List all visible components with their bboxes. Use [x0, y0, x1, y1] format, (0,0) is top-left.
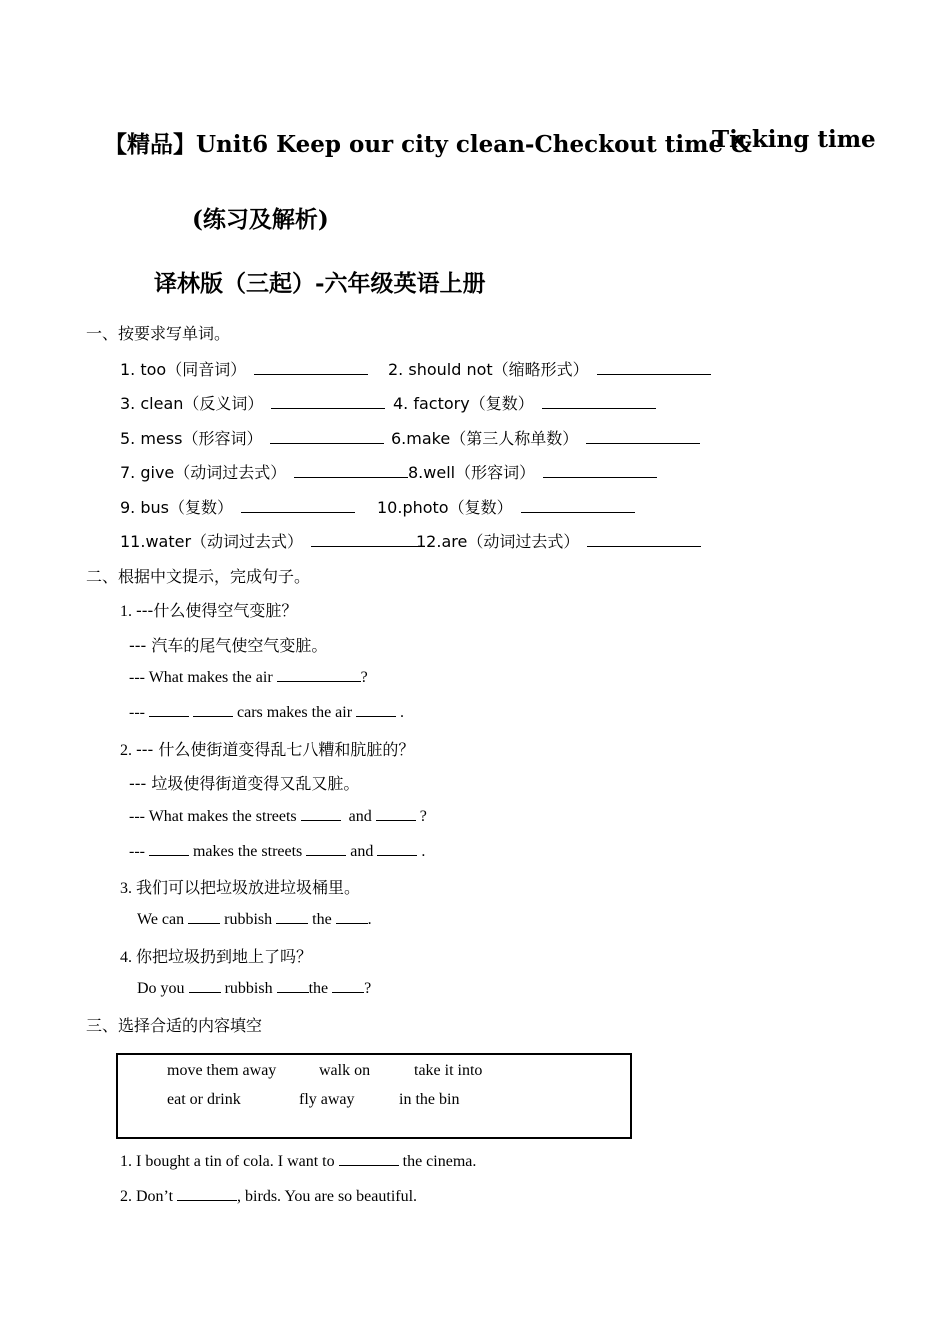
doc-subtitle: 译林版（三起）-六年级英语上册	[154, 270, 486, 297]
answer-blank[interactable]	[149, 702, 189, 717]
answer-blank[interactable]	[376, 806, 416, 821]
s2-q3-cn: 3. 我们可以把垃圾放进垃圾桶里。	[120, 878, 361, 897]
word-bank-option: eat or drink	[167, 1091, 241, 1108]
s1-item-11: 11.water（动词过去式）	[120, 529, 425, 552]
section1-heading: 一、按要求写单词。	[86, 324, 231, 343]
answer-blank[interactable]	[377, 841, 417, 856]
s1-item-5: 5. mess（形容词）	[120, 426, 384, 449]
answer-blank[interactable]	[332, 978, 364, 993]
answer-blank[interactable]	[597, 360, 711, 375]
doc-title-line1-right: Ticking time	[712, 126, 876, 153]
answer-blank[interactable]	[306, 841, 346, 856]
answer-blank[interactable]	[271, 394, 385, 409]
s3-q1: 1. I bought a tin of cola. I want to the cinema.	[120, 1153, 477, 1170]
answer-blank[interactable]	[277, 667, 361, 682]
answer-blank[interactable]	[270, 429, 384, 444]
s1-item-2: 2. should not（缩略形式）	[388, 357, 711, 380]
s1-item-8: 8.well（形容词）	[408, 460, 657, 483]
word-bank-option: take it into	[414, 1062, 483, 1079]
s2-q1-cn1: 1. ---什么使得空气变脏？	[120, 601, 298, 620]
s1-item-10: 10.photo（复数）	[377, 495, 635, 518]
s1-item-12: 12.are（动词过去式）	[416, 529, 701, 552]
answer-blank[interactable]	[339, 1151, 399, 1166]
s2-q1-en2: --- cars makes the air .	[129, 704, 405, 721]
s1-item-3: 3. clean（反义词）	[120, 391, 385, 414]
answer-blank[interactable]	[311, 532, 425, 547]
answer-blank[interactable]	[241, 498, 355, 513]
answer-blank[interactable]	[586, 429, 700, 444]
s1-item-9: 9. bus（复数）	[120, 495, 355, 518]
s1-item-4: 4. factory（复数）	[393, 391, 656, 414]
s2-q3-en: We can rubbish the .	[137, 911, 372, 928]
doc-title-line2: (练习及解析)	[192, 206, 329, 233]
answer-blank[interactable]	[543, 463, 657, 478]
answer-blank[interactable]	[177, 1186, 237, 1201]
s2-q2-en2: --- makes the streets and .	[129, 843, 426, 860]
s2-q2-cn2: --- 垃圾使得街道变得又乱又脏。	[129, 774, 360, 793]
s2-q1-cn2: --- 汽车的尾气使空气变脏。	[129, 636, 328, 655]
word-bank-option: move them away	[167, 1062, 277, 1079]
answer-blank[interactable]	[521, 498, 635, 513]
s2-q1-en1: --- What makes the air ?	[129, 669, 368, 686]
s2-q4-cn: 4. 你把垃圾扔到地上了吗？	[120, 947, 313, 966]
answer-blank[interactable]	[294, 463, 408, 478]
s2-q4-en: Do you rubbish the ?	[137, 980, 372, 997]
s3-q2: 2. Don’t , birds. You are so beautiful.	[120, 1188, 418, 1205]
s2-q2-en1: --- What makes the streets and ?	[129, 808, 427, 825]
doc-title-line1: 【精品】Unit6 Keep our city clean-Checkout time &	[104, 131, 752, 158]
s1-item-7: 7. give（动词过去式）	[120, 460, 408, 483]
answer-blank[interactable]	[189, 978, 221, 993]
answer-blank[interactable]	[301, 806, 341, 821]
word-bank-option: in the bin	[399, 1091, 460, 1108]
answer-blank[interactable]	[276, 909, 308, 924]
s1-item-1: 1. too（同音词）	[120, 357, 368, 380]
answer-blank[interactable]	[587, 532, 701, 547]
answer-blank[interactable]	[193, 702, 233, 717]
answer-blank[interactable]	[336, 909, 368, 924]
answer-blank[interactable]	[188, 909, 220, 924]
answer-blank[interactable]	[542, 394, 656, 409]
answer-blank[interactable]	[356, 702, 396, 717]
s2-q2-cn1: 2. --- 什么使街道变得乱七八糟和肮脏的？	[120, 740, 415, 759]
answer-blank[interactable]	[254, 360, 368, 375]
answer-blank[interactable]	[149, 841, 189, 856]
word-bank-option: fly away	[299, 1091, 355, 1108]
section3-heading: 三、选择合适的内容填空	[86, 1016, 263, 1035]
word-bank-option: walk on	[319, 1062, 371, 1079]
answer-blank[interactable]	[277, 978, 309, 993]
s1-item-6: 6.make（第三人称单数）	[391, 426, 700, 449]
section2-heading: 二、根据中文提示，完成句子。	[86, 567, 311, 586]
